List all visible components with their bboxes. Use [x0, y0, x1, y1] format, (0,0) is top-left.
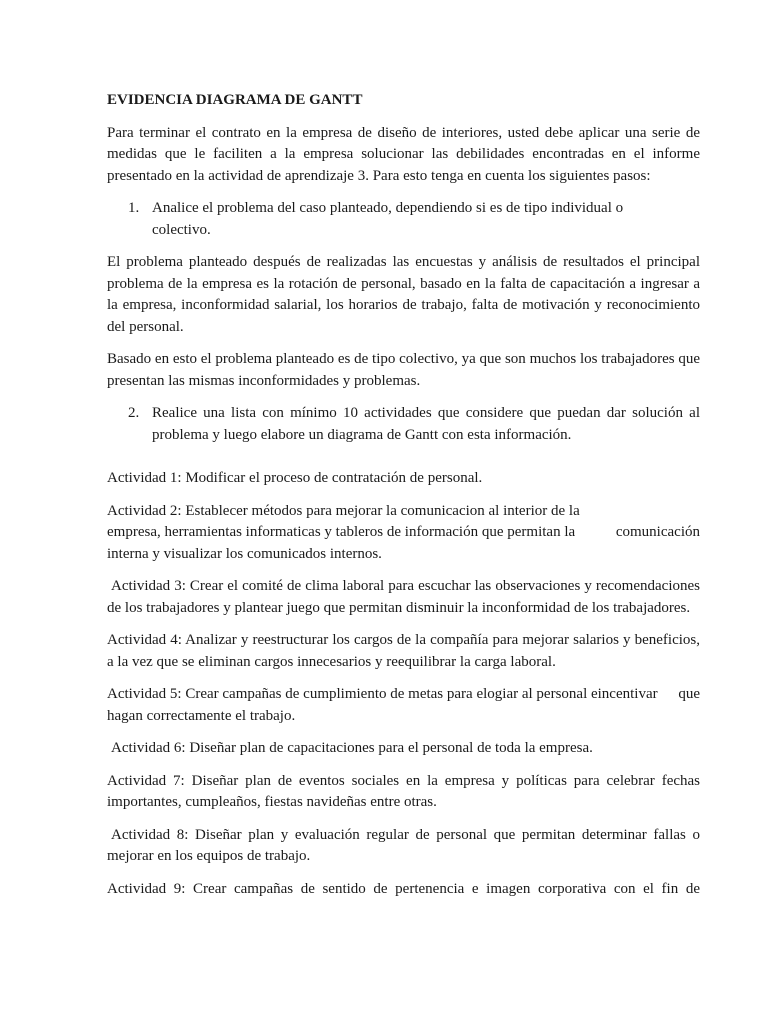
activity-2-line-3: interna y visualizar los comunicados internos. — [107, 545, 382, 562]
activity-4: Actividad 4: Analizar y reestructurar los cargos de la compañía para mejorar salarios y beneficios, a la vez que se eliminan cargos innecesarios y reequilibrar la carga laboral. — [107, 632, 700, 670]
step-1-line-2: colectivo. — [152, 221, 211, 238]
step-1 — [107, 198, 700, 241]
activity-5 — [107, 684, 700, 727]
activity-2-line-2 — [107, 522, 700, 544]
step-1-line-1: Analice el problema del caso planteado, dependiendo si es de tipo individual o — [152, 200, 624, 216]
activity-2 — [107, 501, 700, 566]
intro-paragraph: Para terminar el contrato en la empresa de diseño de interiores, usted debe aplicar una serie de medidas que le faciliten a la empresa solucionar las debilidades encontradas en el informe presentado en la actividad de aprendizaje 3. Para esto tenga en cuenta los siguientes pasos: — [107, 124, 700, 184]
step-1-text — [152, 198, 700, 241]
step-2-number: 2. — [128, 405, 140, 421]
step-1-number: 1. — [128, 200, 140, 216]
activity-5-line-2: hagan correctamente el trabajo. — [107, 707, 296, 724]
activity-5-line-1b: que — [678, 686, 700, 702]
collective-paragraph: Basado en esto el problema planteado es de tipo colectivo, ya que son muchos los trabajadores que presentan las mismas inconformidades y problemas. — [107, 351, 700, 389]
activity-3: Actividad 3: Crear el comité de clima laboral para escuchar las observaciones y recomendaciones de los trabajadores y plantear juego que permitan disminuir la inconformidad de los trabajadores. — [107, 578, 700, 616]
activity-2-line-2a: empresa, herramientas informaticas y tableros de información que permitan la — [107, 524, 576, 540]
step-2-text: Realice una lista con mínimo 10 actividades que considere que puedan dar solución al problema y luego elabore un diagrama de Gantt con esta información. — [152, 405, 700, 443]
activity-8: Actividad 8: Diseñar plan y evaluación regular de personal que permitan determinar fallas o mejorar en los equipos de trabajo. — [107, 826, 700, 864]
document-title: EVIDENCIA DIAGRAMA DE GANTT — [107, 92, 363, 108]
activity-2-line-2b: comunicación — [615, 524, 700, 540]
document-body — [107, 90, 700, 911]
problem-paragraph: El problema planteado después de realizadas las encuestas y análisis de resultados el principal problema de la empresa es la rotación de personal, basado en la falta de capacitación a ingresar a la empresa, inconformidad salarial, los horarios de trabajo, falta de motivación y reconocimiento del personal. — [107, 254, 700, 335]
step-2 — [107, 403, 700, 446]
activity-6: Actividad 6: Diseñar plan de capacitaciones para el personal de toda la empresa. — [111, 740, 593, 756]
activity-7: Actividad 7: Diseñar plan de eventos sociales en la empresa y políticas para celebrar fechas importantes, cumpleaños, fiestas navideñas entre otras. — [107, 772, 700, 810]
activity-2-line-1: Actividad 2: Establecer métodos para mejorar la comunicacion al interior de la — [107, 502, 580, 519]
activity-5-line-1a: Actividad 5: Crear campañas de cumplimiento de metas para elogiar al personal eincentivar — [107, 686, 658, 702]
activity-5-line-1 — [107, 684, 700, 706]
activity-9: Actividad 9: Crear campañas de sentido de pertenencia e imagen corporativa con el fin de — [107, 880, 700, 897]
activity-1: Actividad 1: Modificar el proceso de contratación de personal. — [107, 470, 483, 486]
